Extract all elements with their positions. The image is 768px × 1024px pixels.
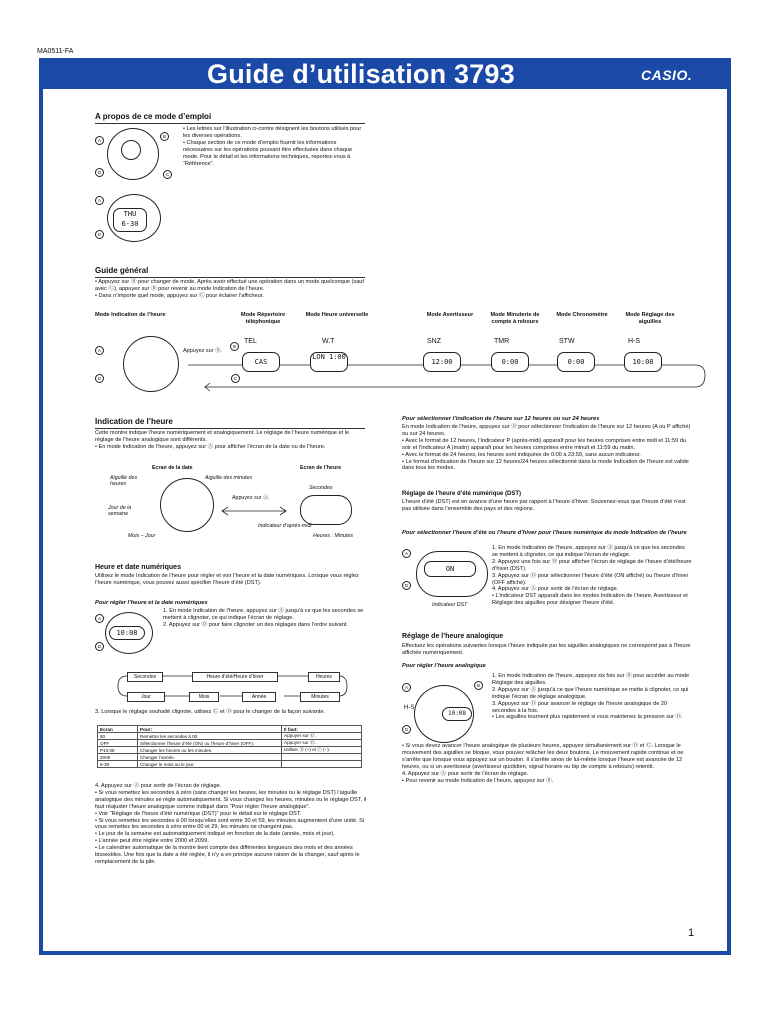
about-heading: A propos de ce mode d’emploi: [95, 112, 212, 121]
analog-step: 1. En mode Indication de l’heure, appuyez six fois sur Ⓑ pour accéder au mode Réglage des aiguilles.: [492, 673, 690, 686]
doc-code: MA0511-FA: [37, 48, 74, 55]
analog-step: 2. Appuyez sur Ⓐ jusqu’à ce que l’heure numérique se mette à clignoter, ce qui indique l’écran de réglage analogique.: [492, 686, 689, 700]
minute-hand-label: Aiguille des minutes: [205, 475, 253, 481]
mode-timekeeping-watch: A D B C Appuyez sur Ⓑ.: [95, 334, 245, 392]
col-header: Il faut:: [282, 726, 362, 733]
pm-indicator-label: Indicateur d’après-midi: [258, 523, 312, 529]
table-row: [98, 754, 362, 761]
about-rule: [95, 123, 365, 124]
analog-lcd: 10:08: [442, 707, 472, 721]
toggle-arrows: [218, 505, 290, 517]
brand-logo: CASIO.: [641, 67, 693, 83]
chain-hours: Heures: [308, 672, 340, 682]
lcd-day: THU: [123, 210, 137, 218]
step-3: 3. Lorsque le réglage souhaité clignote, utilisez Ⓒ et Ⓓ pour le changer de la façon suivante.: [95, 709, 326, 715]
note: • Le jour de la semaine est automatiquement indiqué en fonction de la date (année, mois et jour).: [95, 831, 335, 838]
press-b-label: Appuyez sur Ⓑ.: [183, 348, 223, 354]
note: • Si vous remettez les secondes à zéro (sans changer les heures, les minutes ou le réglage DST) l’aiguille analogique des minutes se règle automatiquement. Si vous changez les heures, minutes ou le réglage DST, il faut réajuster l’heure analogique comme indiqué dans “Pour régler l’heure analogique”.: [95, 789, 367, 810]
lcd-date: 6-30: [121, 220, 139, 228]
cell: Appuyer sur Ⓓ.: [282, 740, 362, 747]
time-date-sub: Pour régler l’heure et la date numériques: [95, 600, 208, 606]
format-line: • Avec le format de 12 heures, l’indicateur P (après-midi) apparaît pour les heures comprises entre midi et 11:59 du soir et l’indicateur A (matin) apparaît pour les heures comprises entre minuit et 11:59 du matin.: [402, 437, 686, 451]
analog-step: 3. Appuyez sur Ⓓ pour avancer le réglage de l’heure analogique de 20 secondes à la fois.: [492, 700, 668, 714]
cell: P10:08: [98, 747, 138, 754]
dst-step: 4. Appuyez sur Ⓐ pour sortir de l’écran de réglage.: [492, 586, 619, 593]
analog-sub: Pour régler l’heure analogique: [402, 663, 486, 669]
seconds-label: Secondes: [309, 485, 333, 491]
timekeeping-intro: [95, 430, 367, 451]
col-header: Ecran: [98, 726, 138, 733]
format-sub: Pour sélectionner l’indication de l’heure sur 12 heures ou sur 24 heures: [402, 416, 600, 422]
dst-step: 3. Appuyez sur Ⓓ pour sélectionner l’heure d’été (ON affiché) ou l’heure d’hiver (OFF affiché).: [492, 572, 689, 586]
screen-time-label: Ecran de l’heure: [300, 465, 342, 471]
general-bullet: • Dans n’importe quel mode, appuyez sur Ⓒ pour éclairer l’afficheur.: [95, 292, 264, 299]
table-row: [98, 740, 362, 747]
analog-note: 4. Appuyez sur Ⓐ pour sortir de l’écran de réglage.: [402, 770, 529, 777]
table-header-row: [98, 726, 362, 733]
step: 2. Appuyez sur Ⓓ pour faire clignoter un des réglages dans l’ordre suivant.: [163, 621, 349, 628]
watch-illustration-buttons: A D B C: [95, 126, 180, 186]
dst-lcd: ON: [424, 561, 476, 577]
mode-label-hand-setting: Mode Réglage des aiguilles: [625, 312, 675, 325]
lcd-telememo: CAS: [242, 352, 280, 372]
tag-alarm: SNZ: [427, 338, 441, 345]
table-row: [98, 747, 362, 754]
cell: Changer l’année.: [138, 754, 282, 761]
chain-dst: Heure d’été/Heure d’hiver: [192, 672, 278, 682]
dst-step: 2. Appuyez une fois sur Ⓓ pour afficher l’écran de réglage de l’heure d’été/heure d’hiver (DST).: [492, 558, 692, 572]
time-date-heading: Heure et date numériques: [95, 564, 181, 571]
hours-minutes-label: Heures : Minutes: [313, 533, 354, 539]
table-row: [98, 733, 362, 740]
mode-label-timekeeping: Mode Indication de l’heure: [95, 312, 166, 318]
format-line: En mode Indication de l’heure, appuyez sur Ⓓ pour sélectionner l’indication de l’heure sur 12 heures (A ou P affiché) ou sur 24 heures.: [402, 424, 691, 437]
lcd-hand-setting: 10:08: [624, 352, 662, 372]
note: • Le calendrier automatique de la montre tient compte des différentes longueurs des mois et des années bissextiles. Une fois que la date a été réglée, il n’y a en principe aucune raison de la changer, sauf après le remplacement de la pile.: [95, 845, 360, 865]
tag-hand-setting: H-S: [628, 338, 641, 345]
about-bullet: • Chaque section de ce mode d’emploi fournit les informations nécessaires sur les opérations pouvant être effectuées dans chaque mode. Pour le détail et les informations techniques, reportez-vous à “Référence”.: [183, 139, 353, 167]
general-rule: [95, 277, 365, 278]
press-a-label: Appuyez sur Ⓐ.: [232, 495, 270, 501]
dst-watch: A D ON Indicateur DST: [402, 547, 487, 609]
lcd-timer: 0:00: [491, 352, 529, 372]
chain-year: Année: [242, 692, 276, 702]
cell: Appuyer sur Ⓓ.: [282, 733, 362, 740]
mode-label-alarm: Mode Avertisseur: [426, 312, 474, 318]
cell: [282, 754, 362, 761]
chain-arrows: [112, 670, 352, 704]
tag-telememo: TEL: [244, 338, 257, 345]
format-line: • Le format d’indication de l’heure sur 12 heures/24 heures sélectionné dans le mode Indication de l’heure est valide dans tous les modes.: [402, 458, 689, 472]
step: 1. En mode Indication de l’heure, appuyez sur Ⓐ jusqu’à ce que les secondes se mettent à clignoter, ce qui indique l’écran de réglage.: [163, 608, 364, 621]
analog-notes: [402, 743, 692, 784]
dst-step: 1. En mode Indication de l’heure, appuyez sur Ⓐ jusqu’à ce que les secondes se mettent à clignoter, ce qui indique l’écran de réglage.: [492, 545, 685, 558]
timekeeping-intro-bullet: • En mode Indication de l’heure, appuyez sur Ⓐ pour afficher l’écran de la date ou de l’heure.: [95, 443, 326, 450]
analog-note: • Pour revenir au mode Indication de l’heure, appuyez sur Ⓑ.: [402, 777, 554, 784]
screen-date-label: Ecran de la date: [152, 465, 193, 471]
time-date-steps: [163, 608, 367, 629]
cell: [282, 761, 362, 768]
time-date-intro: Utilisez le mode Indication de l’heure pour régler et voir l’heure et la date numériques. Lorsque vous réglez l’heure numérique, vous pouvez aussi spécifier l’heure d’été (DST).: [95, 573, 359, 586]
timekeeping-heading: Indication de l’heure: [95, 417, 173, 426]
dst-step: • L’indicateur DST apparaît dans les modes Indication de l’heure, Avertisseur et Réglage des aiguilles pour désigner l’heure d’été.: [492, 593, 688, 607]
table-row: [98, 761, 362, 768]
lcd-world-time: LON 1:00: [310, 352, 348, 372]
hour-hand-label: Aiguille des heures: [110, 475, 138, 488]
cell: Utiliser Ⓓ (+) et Ⓒ (–).: [282, 747, 362, 754]
analog-intro: Effectuez les opérations suivantes lorsque l’heure indiquée par les aiguilles analogiques ne correspond pas à l’heure affichée numériquement.: [402, 643, 691, 656]
chain-minutes: Minutes: [300, 692, 340, 702]
tag-stopwatch: STW: [559, 338, 575, 345]
mode-label-world-time: Mode Heure universelle: [305, 312, 369, 318]
analog-watch: A D B H-S 10:08: [402, 677, 487, 745]
time-date-watch: A D 10:08: [95, 612, 155, 652]
timekeeping-intro-text: Cette montre indique l’heure numériquement et analogiquement. Le réglage de l’heure numérique et le réglage de l’heure analogique sont différents.: [95, 430, 350, 443]
cell: Changer les heures ou les minutes.: [138, 747, 282, 754]
analog-tag: H-S: [404, 705, 415, 711]
general-heading: Guide général: [95, 266, 149, 275]
tag-world-time: W.T: [322, 338, 335, 345]
note: 4. Appuyez sur Ⓐ pour sortir de l’écran de réglage.: [95, 783, 222, 789]
time-date-notes: [95, 783, 367, 866]
lcd-alarm: 12:00: [423, 352, 461, 372]
cell: Remettre les secondes à 00.: [138, 733, 282, 740]
chain-day: Jour: [127, 692, 165, 702]
watch-illustration-lcd: A D THU 6-30: [95, 194, 170, 244]
general-bullets: [95, 279, 367, 300]
tag-timer: TMR: [494, 338, 510, 345]
time-date-lcd: 10:08: [109, 626, 145, 640]
dst-indicator-label: Indicateur DST: [432, 602, 468, 608]
format-line: • Avec le format de 24 heures, les heures sont indiquées de 0:00 à 23:59, sans aucun indicateur.: [402, 451, 641, 458]
date-screen-watch: [160, 478, 214, 532]
month-day-label: Mois – Jour: [128, 533, 156, 539]
dst-intro: L’heure d’été (DST) est en avance d’une heure par rapport à l’heure d’hiver. Souvenez-vous que l’heure d’été n’est pas utilisée dans l’ensemble des pays et des régions.: [402, 499, 686, 512]
general-bullet: • Appuyez sur Ⓑ pour changer de mode. Après avoir effectué une opération dans un mode quelconque (sauf avec Ⓒ), appuyez sur Ⓑ pour revenir au mode Indication de l’heure.: [95, 279, 364, 292]
cell: Sélectionner l’heure d’été (ON) ou l’heure d’hiver (OFF).: [138, 740, 282, 747]
mode-label-stopwatch: Mode Chronomètre: [556, 312, 608, 318]
cell: Changer le mois ou le jour.: [138, 761, 282, 768]
about-bullets: [183, 126, 365, 167]
dst-sub: Pour sélectionner l’heure d’été ou l’heure d’hiver pour l’heure numérique du mode Indication de l’heure: [402, 530, 687, 536]
chain-seconds: Secondes: [127, 672, 163, 682]
analog-heading: Réglage de l’heure analogique: [402, 633, 504, 640]
mode-label-telememo: Mode Répertoire téléphonique: [240, 312, 286, 325]
about-bullet: • Les lettres sur l’illustration ci-contre désignent les boutons utilisés pour les diverses opérations.: [183, 126, 362, 139]
cell: OFF: [98, 740, 138, 747]
format-lines: [402, 424, 692, 472]
dst-heading: Réglage de l’heure d’été numérique (DST): [402, 491, 522, 497]
cell: 2005: [98, 754, 138, 761]
weekday-label: Jour de la semaine: [108, 505, 132, 518]
analog-steps: [492, 673, 692, 721]
settings-table: [97, 725, 362, 768]
page-title: Guide d’utilisation 3793: [207, 59, 515, 89]
lcd-stopwatch: 0:00: [557, 352, 595, 372]
page-number: 1: [688, 927, 695, 939]
note: • Si vous remettez les secondes à 00 lorsqu’elles sont entre 30 et 59, les minutes augmentent d’une unité. Si vous remettez les secondes à zéro entre 00 et 29, les minutes ne changent pas.: [95, 817, 365, 831]
mode-label-timer: Mode Minuterie de compte à rebours: [490, 312, 540, 325]
timekeeping-rule: [95, 428, 365, 429]
time-screen-watch: [300, 495, 352, 525]
chain-month: Mois: [189, 692, 219, 702]
note: • Voir “Réglage de l’heure d’été numérique (DST)” pour le détail sur le réglage DST.: [95, 810, 302, 817]
dst-steps: [492, 545, 692, 607]
analog-step: • Les aiguilles tournent plus rapidement si vous maintenez la pression sur Ⓓ.: [492, 714, 683, 721]
col-header: Pour:: [138, 726, 282, 733]
cell: 6-30: [98, 761, 138, 768]
cell: 50: [98, 733, 138, 740]
note: • L’année peut être réglée entre 2000 et 2099.: [95, 838, 209, 845]
analog-note: • Si vous devez avancer l’heure analogique de plusieurs heures, appuyez simultanément sur Ⓓ et Ⓒ. Lorsque le mouvement des aiguilles se bloque, vous pouvez relâcher les deux boutons. Le mouvement rapide continue et ne s’arrête que lorsque vous appuyez sur un bouton. Il s’arrête sinon de lui-même lorsque l’heure est avancée de 12 heures, ou si un avertisseur (avertisseur quotidien, signal horaire ou bip de compte à rebours) retentit.: [402, 743, 684, 770]
